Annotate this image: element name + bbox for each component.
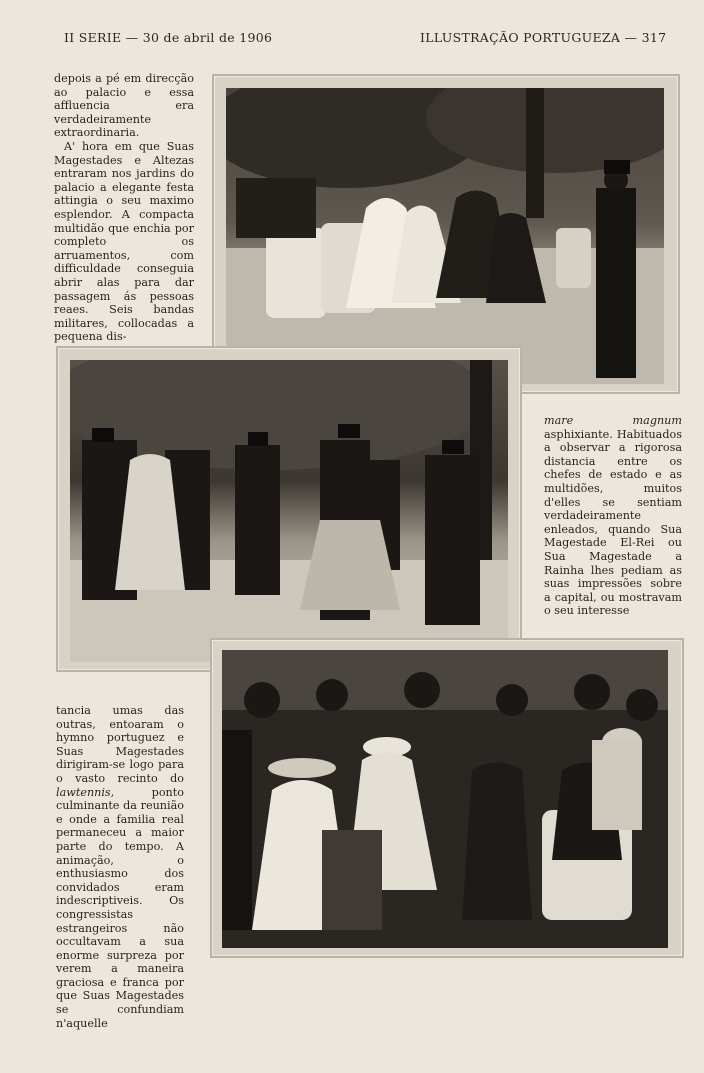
series-date: II SERIE — 30 de abril de 1906 — [64, 30, 273, 45]
paragraph: depois a pé em direcção ao palacio e essa affluencia era verdadeiramente extraordinaria. — [54, 72, 194, 140]
paragraph-text: asphixiante. Habituados a observar a rigorosa distancia entre os chefes de estado e as multidões, muitos d'elles se sentiam verdadeiramente enleados, quando Sua Magestade El-Rei ou Sua Magestade a Rainha lhes pediam as suas impressões sobre a capital, ou mostravam o seu interesse — [544, 427, 682, 618]
photo-garden-strolling — [70, 360, 508, 662]
text-column-middle — [544, 414, 682, 618]
publication-title-page-number: ILLUSTRAÇÃO PORTUGUEZA — 317 — [420, 30, 667, 45]
photo-garden-seated — [226, 88, 664, 384]
photo-lawn-tennis-crowd — [222, 650, 668, 948]
page-header — [0, 30, 704, 50]
photo-garden-seated-image — [226, 88, 664, 384]
photo-lawn-tennis-crowd-image — [222, 650, 668, 948]
photo-garden-strolling-image — [70, 360, 508, 662]
paragraph-text: tancia umas das outras, entoaram o hymno portuguez e Suas Magestades dirigiram-se logo para o vasto recinto do — [56, 704, 184, 785]
paragraph — [544, 414, 682, 618]
latin-phrase: mare magnum — [544, 414, 682, 427]
text-column-top — [54, 72, 194, 344]
text-column-bottom — [56, 704, 184, 1030]
paragraph-text: , ponto culminante da reunião e onde a familia real permaneceu a maior parte do tempo. A animação, o enthusiasmo dos convidados eram indescriptiveis. Os congressistas estrangeiros não occultavam a sua enorme surpreza por verem a maneira graciosa e franca por que Suas Magestades se confundiam n'aquelle — [56, 785, 184, 1030]
paragraph — [56, 704, 184, 1030]
paragraph: A' hora em que Suas Magestades e Altezas entraram nos jardins do palacio a elegante festa attingia o seu maximo esplendor. A compacta multidão que enchia por completo os arruamentos, com difficuldade conseguia abrir alas para dar passagem ás pessoas reaes. Seis bandas militares, collocadas a pequena dis- — [54, 139, 194, 344]
lawn-tennis-term: lawtennis — [56, 785, 111, 799]
